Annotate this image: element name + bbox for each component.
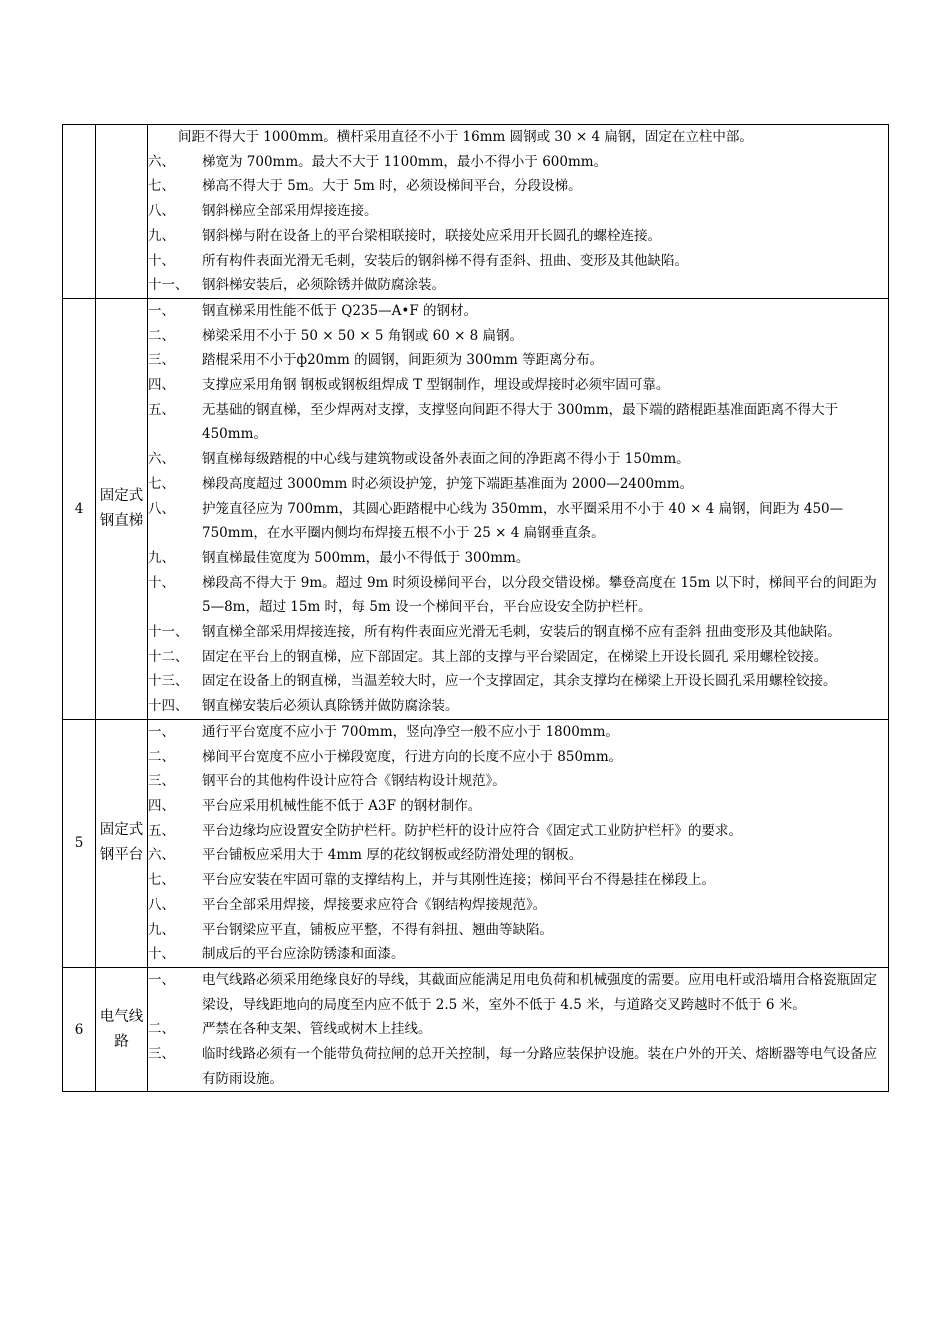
category-name <box>96 125 148 299</box>
item-text: 临时线路必须有一个能带负荷拉闸的总开关控制，每一分路应装保护设施。装在户外的开关、熔断器等电气设备应有防雨设施。 <box>202 1046 877 1087</box>
list-item <box>148 694 888 719</box>
item-text: 电气线路必须采用绝缘良好的导线，其截面应能满足用电负荷和机械强度的需要。应用电杆或沿墙用合格瓷瓶固定梁设，导线距地向的局度至内应不低于 2.5 米，室外不低于 4.5 米，与道路交叉跨越时不低于 6 米。 <box>202 971 877 1013</box>
item-number: 三、 <box>148 773 175 790</box>
item-text: 平台钢梁应平直，铺板应平整，不得有斜扭、翘曲等缺陷。 <box>202 921 553 938</box>
item-number: 十、 <box>148 574 175 591</box>
item-text: 钢直梯每级踏棍的中心线与建筑物或设备外表面之间的净距离不得小于 150mm。 <box>202 451 690 468</box>
item-text: 平台全部采用焊接，焊接要求应符合《钢结构焊接规范》。 <box>202 896 547 913</box>
list-item <box>148 497 888 546</box>
item-text: 梯段高度超过 3000mm 时必须设护笼，护笼下端距基准面为 2000—2400mm。 <box>202 475 694 492</box>
list-item <box>148 769 888 794</box>
item-text: 钢斜梯与附在设备上的平台梁相联接时，联接处应采用开长圆孔的螺栓连接。 <box>202 227 661 244</box>
item-number: 十四、 <box>148 698 189 715</box>
item-number: 三、 <box>148 1046 175 1063</box>
table-body <box>63 125 889 1092</box>
category-name: 固定式钢平台 <box>96 719 148 967</box>
item-text: 平台应采用机械性能不低于 A3F 的钢材制作。 <box>202 797 482 814</box>
item-number: 九、 <box>148 227 175 244</box>
list-item <box>148 819 888 844</box>
item-number: 六、 <box>148 153 175 170</box>
row-number: 5 <box>63 719 96 967</box>
list-item <box>148 720 888 745</box>
list-item <box>148 398 888 447</box>
list-item <box>148 669 888 694</box>
list-item <box>148 199 888 224</box>
list-item <box>148 843 888 868</box>
item-text: 严禁在各种支架、管线或树木上挂线。 <box>202 1021 432 1038</box>
requirements-cell <box>148 719 889 967</box>
item-number: 七、 <box>148 178 175 195</box>
item-number: 二、 <box>148 748 175 765</box>
item-number: 八、 <box>148 203 175 220</box>
item-number: 一、 <box>148 302 175 319</box>
list-item <box>148 1042 888 1091</box>
item-text: 钢平台的其他构件设计应符合《钢结构设计规范》。 <box>202 773 506 790</box>
item-number: 八、 <box>148 500 175 517</box>
list-item <box>148 745 888 770</box>
item-text: 钢直梯安装后必须认真除锈并做防腐涂装。 <box>202 698 459 715</box>
list-item <box>148 571 888 620</box>
list-item <box>148 968 888 1017</box>
item-text: 梯宽为 700mm。最大不大于 1100mm，最小不得小于 600mm。 <box>202 153 608 170</box>
item-text: 梯间平台宽度不应小于梯段宽度，行进方向的长度不应小于 850mm。 <box>202 748 623 765</box>
requirements-cell <box>148 125 889 299</box>
item-number: 八、 <box>148 896 175 913</box>
item-number: 十三、 <box>148 673 189 690</box>
list-item <box>148 620 888 645</box>
list-item <box>148 645 888 670</box>
item-number: 十、 <box>148 946 175 963</box>
list-item <box>148 299 888 324</box>
item-number: 五、 <box>148 822 175 839</box>
item-text: 钢直梯全部采用焊接连接，所有构件表面应光滑无毛刺，安装后的钢直梯不应有歪斜 扭曲变形及其他缺陷。 <box>202 624 841 641</box>
list-item <box>148 546 888 571</box>
category-name: 固定式钢直梯 <box>96 298 148 719</box>
item-text: 无基础的钢直梯，至少焊两对支撑，支撑竖向间距不得大于 300mm，最下端的踏棍距基准面距离不得大于 450mm。 <box>202 401 839 443</box>
item-text: 固定在设备上的钢直梯，当温差较大时，应一个支撑固定，其余支撑均在梯梁上开设长圆孔采用螺栓铰接。 <box>202 673 837 690</box>
item-number: 五、 <box>148 401 175 418</box>
list-item <box>148 1017 888 1042</box>
item-text: 钢直梯采用性能不低于 Q235—A•F 的钢材。 <box>202 302 477 319</box>
item-text: 所有构件表面光滑无毛刺，安装后的钢斜梯不得有歪斜、扭曲、变形及其他缺陷。 <box>202 252 688 269</box>
continued-text: 间距不得大于 1000mm。横杆采用直径不小于 16mm 圆钢或 30 × 4 扁钢，固定在立柱中部。 <box>178 129 753 145</box>
item-number: 二、 <box>148 1021 175 1038</box>
item-text: 支撑应采用角钢 钢板或钢板组焊成 T 型钢制作，埋设或焊接时必须牢固可靠。 <box>202 377 670 394</box>
item-number: 十、 <box>148 252 175 269</box>
item-text: 钢斜梯安装后，必须除锈并做防腐涂装。 <box>202 277 445 294</box>
requirements-cell <box>148 967 889 1092</box>
item-text: 平台边缘均应设置安全防护栏杆。防护栏杆的设计应符合《固定式工业防护栏杆》的要求。 <box>202 822 742 839</box>
item-number: 十一、 <box>148 277 189 294</box>
list-item <box>148 373 888 398</box>
item-number: 十二、 <box>148 648 189 665</box>
item-text: 钢直梯最佳宽度为 500mm，最小不得低于 300mm。 <box>202 549 530 566</box>
item-text: 通行平台宽度不应小于 700mm，竖向净空一般不应小于 1800mm。 <box>202 723 619 740</box>
list-item <box>148 224 888 249</box>
item-text: 踏棍采用不小于ф20mm 的圆钢，间距须为 300mm 等距离分布。 <box>202 352 604 369</box>
row-number: 4 <box>63 298 96 719</box>
list-item <box>148 472 888 497</box>
list-item <box>148 348 888 373</box>
row-number <box>63 125 96 299</box>
list-item <box>148 893 888 918</box>
item-text: 梯高不得大于 5m。大于 5m 时，必须设梯间平台，分段设梯。 <box>202 178 582 195</box>
item-text: 护笼直径应为 700mm，其圆心距踏棍中心线为 350mm，水平圈采用不小于 40 × 4 扁钢，间距为 450—750mm，在水平圈内侧均布焊接五根不小于 25 × 4 扁钢垂直条。 <box>202 500 844 542</box>
list-item <box>148 174 888 199</box>
item-text: 平台应安装在牢固可靠的支撑结构上，并与其刚性连接；梯间平台不得悬挂在梯段上。 <box>202 872 715 889</box>
item-number: 九、 <box>148 549 175 566</box>
category-name: 电气线路 <box>96 967 148 1092</box>
item-text: 平台铺板应采用大于 4mm 厚的花纹钢板或经防滑处理的钢板。 <box>202 847 583 864</box>
list-item <box>148 273 888 298</box>
item-number: 七、 <box>148 475 175 492</box>
item-number: 六、 <box>148 451 175 468</box>
row-number: 6 <box>63 967 96 1092</box>
list-item <box>148 249 888 274</box>
list-item <box>148 942 888 967</box>
list-item <box>148 918 888 943</box>
requirements-cell <box>148 298 889 719</box>
list-item <box>148 324 888 349</box>
list-item <box>148 150 888 175</box>
list-item <box>148 447 888 472</box>
item-number: 一、 <box>148 723 175 740</box>
item-number: 三、 <box>148 352 175 369</box>
item-number: 四、 <box>148 797 175 814</box>
item-number: 六、 <box>148 847 175 864</box>
item-number: 九、 <box>148 921 175 938</box>
specification-table <box>62 124 889 1092</box>
item-number: 一、 <box>148 971 175 988</box>
item-text: 钢斜梯应全部采用焊接连接。 <box>202 203 378 220</box>
item-text: 梯段高不得大于 9m。超过 9m 时须设梯间平台，以分段交错设梯。攀登高度在 15m 以下时，梯间平台的间距为 5—8m，超过 15m 时，每 5m 设一个梯间平台，平台应设安全防护栏杆。 <box>202 574 877 616</box>
item-number: 二、 <box>148 327 175 344</box>
table-row <box>63 298 889 719</box>
table-row <box>63 967 889 1092</box>
item-number: 七、 <box>148 872 175 889</box>
item-text: 固定在平台上的钢直梯，应下部固定。其上部的支撑与平台梁固定，在梯梁上开设长圆孔 采用螺栓铰接。 <box>202 648 828 665</box>
table-row <box>63 719 889 967</box>
item-number: 十一、 <box>148 624 189 641</box>
list-item <box>148 868 888 893</box>
table-row <box>63 125 889 299</box>
list-item <box>148 794 888 819</box>
item-text: 制成后的平台应涂防锈漆和面漆。 <box>202 946 405 963</box>
item-number: 四、 <box>148 377 175 394</box>
item-text: 梯梁采用不小于 50 × 50 × 5 角钢或 60 × 8 扁钢。 <box>202 327 524 344</box>
